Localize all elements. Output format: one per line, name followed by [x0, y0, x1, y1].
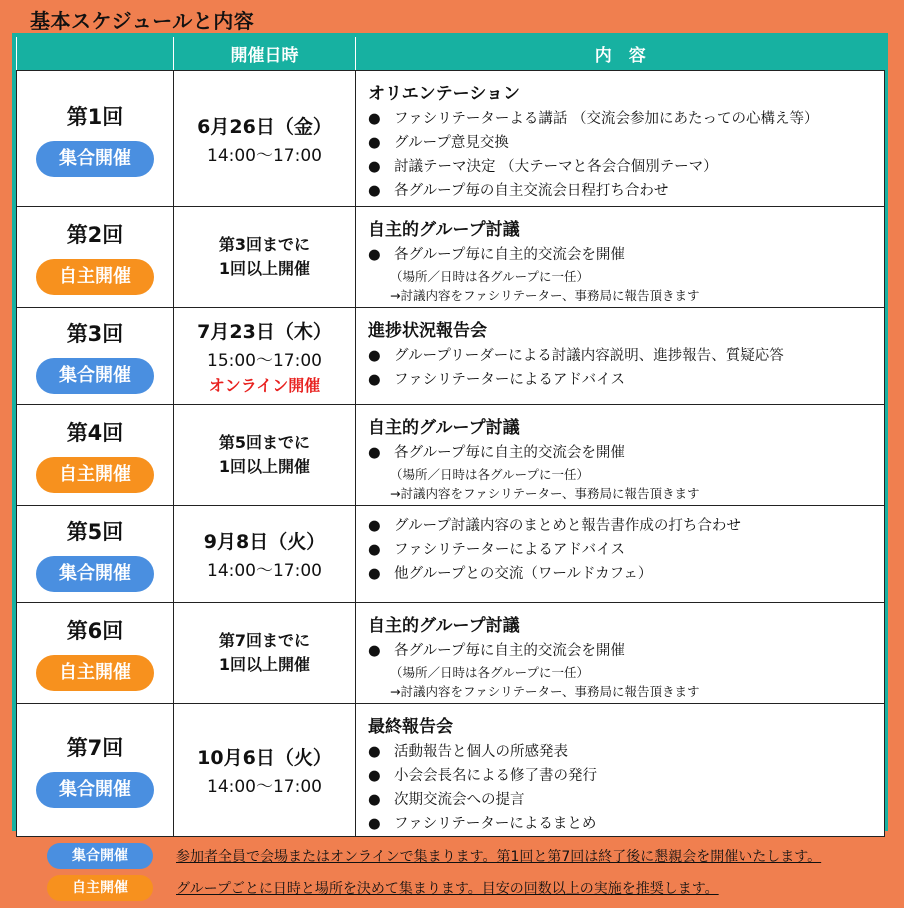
session-cell: [17, 405, 174, 506]
session-date: 10月6日（火）: [197, 747, 332, 769]
session-type-badge: 集合開催: [36, 556, 154, 592]
bullet-text: ファシリテーターによるアドバイス: [394, 372, 625, 388]
bullet-dot-icon: ●: [368, 643, 381, 659]
session-number: 第6回: [66, 619, 124, 643]
self-frequency: 1回以上開催: [218, 655, 311, 674]
header-content: 内 容: [356, 37, 885, 71]
bullet-text: 他グループとの交流（ワールドカフェ）: [394, 566, 653, 582]
content-bullet: [368, 368, 876, 392]
content-bullet: [368, 639, 876, 663]
content-bullet: [368, 514, 876, 538]
bullet-dot-icon: ●: [368, 111, 381, 127]
content-title: 自主的グループ討議: [368, 418, 520, 438]
bullet-dot-icon: ●: [368, 768, 381, 784]
content-cell: [356, 71, 885, 207]
table-row: [17, 308, 885, 405]
self-frequency: 1回以上開催: [218, 457, 311, 476]
bullet-text: グループ意見交換: [394, 135, 509, 151]
datetime-cell: [174, 603, 356, 704]
bullet-dot-icon: ●: [368, 159, 381, 175]
bullet-dot-icon: ●: [368, 792, 381, 808]
content-bullet: [368, 764, 876, 788]
bullet-text: 次期交流会への提言: [394, 792, 525, 808]
datetime-cell: [174, 71, 356, 207]
bullet-text: ファシリテーターによるまとめ: [394, 816, 597, 832]
session-type-badge: 集合開催: [36, 358, 154, 394]
content-title: 自主的グループ討議: [368, 220, 520, 240]
table-row: [17, 207, 885, 308]
content-bullet: [368, 812, 876, 836]
session-type-badge: 自主開催: [36, 457, 154, 493]
session-number: 第7回: [66, 736, 124, 760]
session-number: 第5回: [66, 520, 124, 544]
content-sub-note: →討議内容をファシリテーター、事務局に報告頂きます: [390, 486, 700, 501]
content-cell: [356, 704, 885, 837]
datetime-cell: [174, 308, 356, 405]
bullet-dot-icon: ●: [368, 542, 381, 558]
session-number: 第1回: [66, 104, 124, 129]
content-cell: [356, 308, 885, 405]
content-sub-note: （場所／日時は各グループに一任）: [390, 467, 590, 482]
session-cell: [17, 704, 174, 837]
content-bullet: [368, 538, 876, 562]
bullet-dot-icon: ●: [368, 518, 381, 534]
session-cell: [17, 506, 174, 603]
schedule-table-frame: [12, 33, 888, 831]
content-sub-note: （場所／日時は各グループに一任）: [390, 665, 590, 680]
self-deadline: 第7回までに: [218, 631, 311, 650]
legend-self: [0, 875, 904, 901]
self-deadline: 第3回までに: [218, 235, 311, 254]
table-row: [17, 506, 885, 603]
bullet-text: 各グループ毎に自主的交流会を開催: [394, 643, 625, 659]
session-type-badge: 自主開催: [36, 259, 154, 295]
bullet-dot-icon: ●: [368, 348, 381, 364]
datetime-cell: [174, 704, 356, 837]
session-date: 7月23日（木）: [197, 320, 332, 343]
bullet-text: 各グループ毎に自主的交流会を開催: [394, 445, 625, 461]
bullet-dot-icon: ●: [368, 816, 381, 832]
bullet-dot-icon: ●: [368, 372, 381, 388]
content-title: 自主的グループ討議: [368, 616, 520, 636]
bullet-text: 小会会長名による修了書の発行: [394, 768, 597, 784]
content-bullet: [368, 107, 876, 131]
content-cell: [356, 603, 885, 704]
content-bullet: [368, 344, 876, 368]
datetime-cell: [174, 207, 356, 308]
datetime-cell: [174, 405, 356, 506]
content-sub-note: →討議内容をファシリテーター、事務局に報告頂きます: [390, 684, 700, 699]
session-cell: [17, 71, 174, 207]
bullet-text: 活動報告と個人の所感発表: [394, 744, 568, 760]
self-frequency: 1回以上開催: [218, 259, 311, 278]
content-cell: [356, 405, 885, 506]
session-time: 14:00～17:00: [207, 777, 322, 797]
bullet-dot-icon: ●: [368, 445, 381, 461]
session-date: 9月8日（火）: [203, 531, 326, 553]
bullet-dot-icon: ●: [368, 183, 381, 199]
content-cell: [356, 207, 885, 308]
page-title: 基本スケジュールと内容: [30, 9, 255, 33]
bullet-text: グループリーダーによる討議内容説明、進捗報告、質疑応答: [394, 348, 784, 364]
bullet-text: 各グループ毎の自主交流会日程打ち合わせ: [394, 183, 669, 199]
bullet-dot-icon: ●: [368, 744, 381, 760]
legend-badge-self: 自主開催: [47, 875, 153, 901]
session-number: 第3回: [66, 322, 124, 346]
session-format-note: オンライン開催: [208, 375, 321, 395]
schedule-table: [16, 37, 885, 837]
content-sub-note: →討議内容をファシリテーター、事務局に報告頂きます: [390, 288, 700, 303]
content-title: オリエンテーション: [368, 84, 520, 104]
legend-text-self: グループごとに日時と場所を決めて集まります。目安の回数以上の実施を推奨します。: [176, 881, 719, 897]
bullet-text: 各グループ毎に自主的交流会を開催: [394, 247, 625, 263]
session-type-badge: 集合開催: [36, 772, 154, 808]
content-cell: [356, 506, 885, 603]
session-type-badge: 自主開催: [36, 655, 154, 691]
bullet-text: ファシリテーターによるアドバイス: [394, 542, 625, 558]
bullet-dot-icon: ●: [368, 566, 381, 582]
session-number: 第2回: [66, 223, 124, 247]
legend-text-gathering: 参加者全員で会場またはオンラインで集まります。第1回と第7回は終了後に懇親会を開催いたします。: [176, 849, 822, 865]
session-cell: [17, 308, 174, 405]
content-bullet: [368, 243, 876, 267]
bullet-text: グループ討議内容のまとめと報告書作成の打ち合わせ: [394, 518, 741, 534]
header-session: [17, 37, 174, 71]
content-bullet: [368, 179, 876, 203]
table-row: [17, 405, 885, 506]
legend-badge-gathering: 集合開催: [47, 843, 153, 869]
legend-gathering: [0, 843, 904, 869]
table-row: [17, 603, 885, 704]
self-deadline: 第5回までに: [218, 433, 311, 452]
bullet-dot-icon: ●: [368, 135, 381, 151]
bullet-dot-icon: ●: [368, 247, 381, 263]
content-bullet: [368, 788, 876, 812]
session-date: 6月26日（金）: [197, 115, 332, 138]
table-row: [17, 704, 885, 837]
bullet-text: ファシリテーターよる講話 （交流会参加にあたっての心構え等）: [394, 111, 819, 127]
session-type-badge: 集合開催: [36, 141, 154, 177]
session-time: 14:00～17:00: [207, 561, 322, 581]
content-bullet: [368, 131, 876, 155]
session-time: 14:00～17:00: [207, 145, 322, 166]
content-title: 進捗状況報告会: [368, 321, 487, 341]
session-time: 15:00～17:00: [207, 350, 322, 371]
content-bullet: [368, 562, 876, 586]
content-bullet: [368, 740, 876, 764]
content-sub-note: （場所／日時は各グループに一任）: [390, 269, 590, 284]
datetime-cell: [174, 506, 356, 603]
table-row: [17, 71, 885, 207]
table-header-row: [17, 37, 885, 71]
content-bullet: [368, 441, 876, 465]
content-bullet: [368, 155, 876, 179]
session-cell: [17, 603, 174, 704]
header-datetime: 開催日時: [174, 37, 356, 71]
session-number: 第4回: [66, 421, 124, 445]
bullet-text: 討議テーマ決定 （大テーマと各会合個別テーマ）: [394, 159, 718, 175]
session-cell: [17, 207, 174, 308]
content-title: 最終報告会: [368, 717, 453, 737]
